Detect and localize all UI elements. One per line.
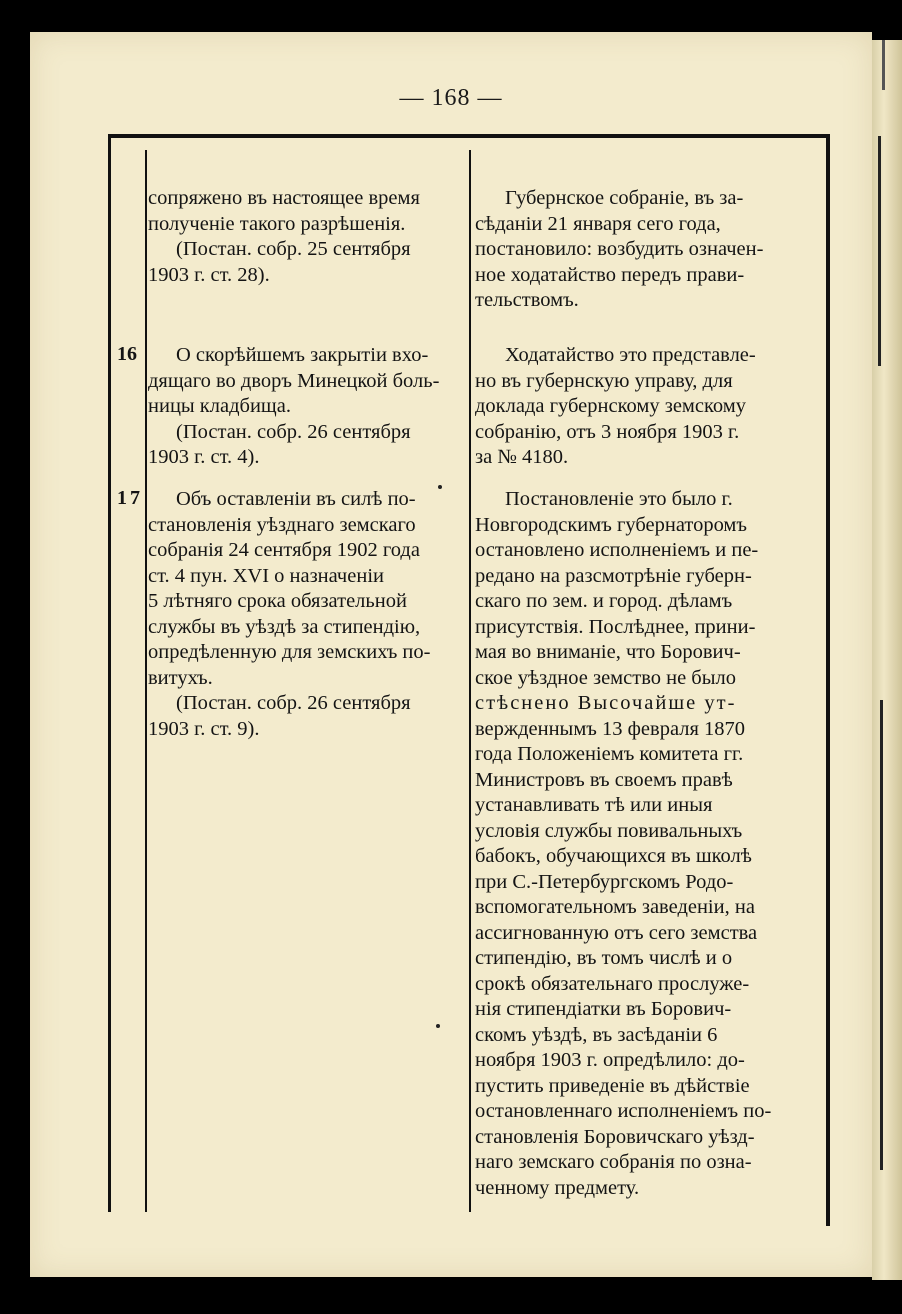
row-1-resolution: Губернское собраніе, въ за- сѣданіи 21 января сего года, постановило: возбудить означен- ное ходатайство передъ прави- тельствомъ. [475,187,764,311]
table-left-rule [108,134,111,1212]
edge-mark [880,700,883,1170]
table-top-rule [108,134,830,138]
column-divider-left [145,150,147,1212]
stray-dot-mark [436,1024,440,1028]
row-2-number: 16 [117,343,137,365]
stray-dot-mark-top [438,485,442,489]
page-number: — 168 — [399,85,503,111]
row-2-description: О скорѣйшемъ закрытіи вхо- дящаго во дворъ Минецкой боль- ницы кладбища. (Постан. собр. 26 сентября 1903 г. ст. 4). [148,344,440,468]
table-right-rule [826,134,830,1226]
document-page [30,32,872,1277]
row-1-description: сопряжено въ настоящее время полученіе такого разрѣшенія. (Постан. собр. 25 сентября 1903 г. ст. 28). [148,187,420,286]
edge-mark [878,136,881,366]
row-3-number: 17 [117,487,143,509]
edge-mark [882,40,885,90]
row-2-resolution: Ходатайство это представле- но въ губернскую управу, для доклада губернскому земскому собранію, отъ 3 ноября 1903 г. за № 4180. [475,344,756,468]
row-3-resolution: Постановленіе это было г. Новгородскимъ губернаторомъ остановлено исполненіемъ и пе- редано на разсмотрѣніе губерн- скаго по зем. и город. дѣламъ присутствія. Послѣднее, прини- мая во вниманіе, что Борович- ское уѣздное земство не было стѣснено Высочайше ут- вержденнымъ 13 февраля 1870 года Положеніемъ комитета гг. Министровъ въ своемъ правѣ устанавливать тѣ или иныя условія службы повивальныхъ бабокъ, обучающихся въ школѣ при С.-Петербургскомъ Родо- вспомогательномъ заведеніи, на ассигнованную отъ сего земства стипендію, въ томъ числѣ и о срокѣ обязательнаго прослуже- нія стипендіатки въ Борович- скомъ уѣздѣ, въ засѣданіи 6 ноября 1903 г. опредѣлило: до- пустить приведеніе въ дѣйствіе остановленнаго исполненіемъ по- становленія Боровичскаго уѣзд- наго земскаго собранія по озна- ченному предмету. [475,488,772,1199]
adjacent-page-edge [872,40,902,1280]
row-3-description: Объ оставленіи въ силѣ по- становленія уѣзднаго земскаго собранія 24 сентября 1902 года ст. 4 пун. XVI о назначеніи 5 лѣтняго срока обязательной службы въ уѣздѣ за стипендію, опредѣленную для земскихъ по- витухъ. (Постан. собр. 26 сентября 1903 г. ст. 9). [148,488,431,740]
column-divider-middle [469,150,471,1212]
